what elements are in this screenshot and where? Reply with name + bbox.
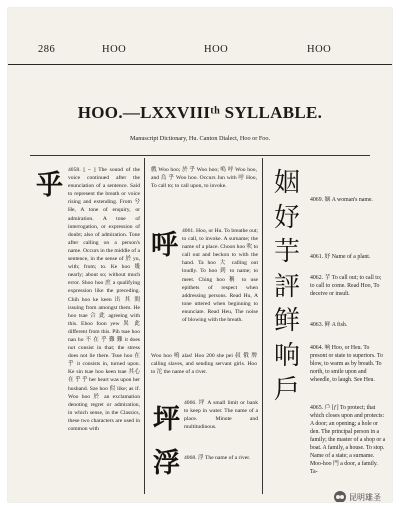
head-character: 乎 xyxy=(36,170,63,201)
section-subtitle: Manuscript Dictionary, Hu. Canton Dialect, Hoo or Foo. xyxy=(130,135,270,142)
right-entry-4065: 4065. 戶 [ƒ] To protect; that which closes upon and protects: A door; an opening; a hole or den. The principal person in a family; the master of a shop or a boat. A family, a house. To stop. Name of a state; a surname. Moo-hoo 門 a door, a family. Ta- xyxy=(310,405,386,475)
watermark xyxy=(334,491,381,502)
right-character-5: 鲜 xyxy=(273,306,300,336)
running-head-rule xyxy=(8,64,392,65)
right-entry-4061: 4061. 妤 Name of a plant. xyxy=(310,254,371,260)
middle-entry-4066: 4066. 坪 A small limit or bank to keep in water. The name of a place. Minute and multitudinous. xyxy=(184,400,258,431)
page-number: 286 xyxy=(38,44,56,55)
running-head-center: HOO xyxy=(204,44,229,55)
middle-character-1: 呼 xyxy=(151,230,178,261)
middle-entry-4068: 4068. 浮 The name of a river. xyxy=(184,455,251,461)
middle-entry-4061: 4061. Hoo, or Hu. To breathe out; to call, to invoke. A surname; the name of a place. Choon hoo 吹 to call out and beckon to with the hand. Ta hoo 大 calling out loudly. To hoo 到 to name; to meet. Ching hoo 稱 to use epithets of respect when addressing persons. Read Hu, A tone uttered when beginning to enunciate. Read Heu, The noise of blowing with the breath. xyxy=(182,228,258,324)
book-page xyxy=(8,8,392,502)
running-head-left: HOO xyxy=(102,44,127,55)
column-divider-left xyxy=(144,158,145,494)
middle-character-2: 坪 xyxy=(153,404,180,435)
middle-top-text: 戲 Woo hoo; 於 乎 Woo hoo; 嗚 呼 Woo hoo, and 烏 乎 Woo hoo. Occurs Jun with 呼 Hoo, To call to; to call upon, to invoke. xyxy=(151,167,257,190)
running-head-right: HOO xyxy=(307,44,332,55)
right-character-stack xyxy=(267,166,307,408)
right-entry-4064: 4064. 响 Hoo, or Heu. To presont or state to superiors. To blow, to warm as by breath. To north, to smile upon and wheedle, to laugh. See Heu. xyxy=(310,345,383,383)
left-column-text: 4058. [ ~ ] The sound of the voice continued after the enunciation of a sentence. Said to represent the breath or voice rising and extending. From 兮 He, A tone of enquiry, or admiration. A tone of interrogation, or expression of doubt; also of admiration. Tone after calling on a person's name. Occurs in the middle of a sentence, in the sense of 於 yu, with; from; to. Ke hoo 幾 nearly; about so; without much error. Shoo hoo 庶 a qualifying expression like the preceding. Chih hoo ke keen 出 其 間 issuing from amongst them. He hoo tsae 合 此 agreeing with this. Ehoo foon yew 異 此 different from this. Pih tsae hoo nan ho 不 在 乎 難 難 it does not consist in that; the stress does not lie there. Tsue hoo 在 乎 it consists in, turned upon. Ke sin tsae hoo keen tsae 其心在 乎 乎 her heart was upon her husband. Sze hoo 似 like; as if. Woo hoo 於 an exclamation denoting regret or admiration, in which sense, in the Classics, these two characters are used in common with xyxy=(68,167,140,432)
wechat-icon xyxy=(334,491,346,502)
section-title: HOO.—LXXVIIIᵗʰ SYLLABLE. xyxy=(77,103,323,122)
column-divider-right xyxy=(262,158,263,494)
middle-mid-text: Woo hoo 鳴 alas! Hoo 200 she pei 叔 俄 牌 calling slaves, and sending servant girls. Hoo to 沱 the name of a river. xyxy=(151,353,257,376)
right-character-2: 妤 xyxy=(273,202,300,233)
watermark-text: 昆明雄圣 xyxy=(349,492,381,502)
running-head xyxy=(8,44,392,62)
right-entry-4069: 4069. 姻 A woman's name. xyxy=(310,197,373,203)
right-character-7: 戶 xyxy=(273,375,300,405)
right-character-6: 响 xyxy=(273,340,300,371)
right-character-1: 姻 xyxy=(273,168,300,198)
right-entry-4062: 4062. 芋 To call out; to call to; to call to come. Read Hoo, To deceive or insult. xyxy=(310,275,382,297)
header-rule xyxy=(30,155,370,156)
right-character-4: 評 xyxy=(273,271,300,302)
right-entry-4063: 4063. 鲜 A fish. xyxy=(310,322,348,328)
right-character-3: 芋 xyxy=(273,237,300,267)
middle-character-3: 浮 xyxy=(153,448,180,479)
